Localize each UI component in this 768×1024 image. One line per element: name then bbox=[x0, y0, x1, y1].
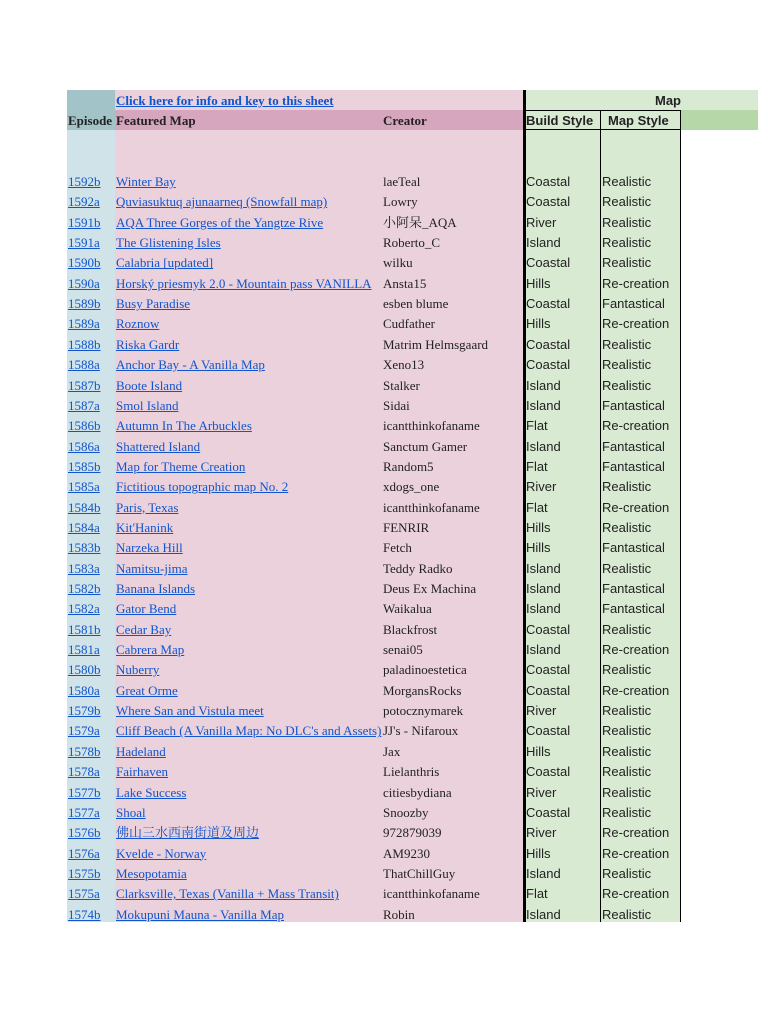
episode-link[interactable]: 1585a bbox=[68, 479, 100, 495]
creator-cell: Robin bbox=[383, 906, 415, 922]
featured-map-link[interactable]: Banana Islands bbox=[116, 581, 196, 596]
creator-cell: Lielanthris bbox=[383, 764, 440, 780]
episode-link[interactable]: 1591b bbox=[68, 214, 101, 230]
creator-cell: citiesbydiana bbox=[383, 784, 452, 800]
featured-map-link[interactable]: Roznow bbox=[116, 316, 160, 332]
map-style-cell: Re-creation bbox=[602, 499, 670, 515]
map-style-cell: Realistic bbox=[602, 357, 652, 373]
episode-top-cell bbox=[67, 90, 115, 110]
creator-cell: Stalker bbox=[383, 377, 420, 393]
featured-map-link[interactable]: Where San and Vistula meet bbox=[116, 703, 264, 719]
build-style-cell: Flat bbox=[526, 499, 548, 515]
episode-link[interactable]: 1590b bbox=[68, 255, 101, 271]
creator-cell: Deus Ex Machina bbox=[383, 581, 477, 596]
build-style-cell: Island bbox=[526, 581, 561, 596]
episode-link[interactable]: 1589a bbox=[68, 316, 100, 332]
map-style-cell: Realistic bbox=[602, 560, 652, 576]
creator-cell: 小阿呆_AQA bbox=[383, 214, 457, 230]
featured-map-link[interactable]: Anchor Bay - A Vanilla Map bbox=[116, 357, 265, 373]
episode-link[interactable]: 1578a bbox=[68, 764, 100, 780]
episode-link[interactable]: 1574b bbox=[68, 906, 101, 922]
featured-map-link[interactable]: Calabria [updated] bbox=[116, 255, 214, 271]
map-style-cell: Realistic bbox=[602, 174, 652, 189]
map-style-cell: Realistic bbox=[602, 804, 652, 820]
build-style-cell: Coastal bbox=[526, 621, 571, 637]
build-style-cell: River bbox=[526, 214, 557, 230]
creator-cell: Sidai bbox=[383, 397, 410, 413]
episode-link[interactable]: 1587a bbox=[68, 397, 100, 413]
build-style-cell: Coastal bbox=[526, 662, 571, 678]
map-style-cell: Re-creation bbox=[602, 418, 670, 434]
map-style-cell: Realistic bbox=[602, 621, 652, 637]
map-style-cell: Fantastical bbox=[602, 601, 665, 617]
build-style-cell: Hills bbox=[526, 275, 551, 291]
episode-link[interactable]: 1588b bbox=[68, 336, 101, 352]
creator-cell: paladinoestetica bbox=[383, 662, 467, 678]
featured-map-link[interactable]: Busy Paradise bbox=[116, 296, 191, 312]
featured-map-link[interactable]: Cedar Bay bbox=[116, 621, 172, 637]
episode-link[interactable]: 1588a bbox=[68, 357, 100, 373]
map-group-header-extension bbox=[681, 110, 758, 130]
featured-map-link[interactable]: Quviasuktuq ajunaarneq (Snowfall map) bbox=[116, 194, 328, 210]
featured-map-link[interactable]: Hadeland bbox=[116, 743, 166, 759]
info-key-link[interactable]: Click here for info and key to this sheet bbox=[116, 93, 334, 108]
map-style-cell: Re-creation bbox=[602, 316, 670, 332]
episode-link[interactable]: 1580a bbox=[68, 682, 100, 698]
build-style-cell: Hills bbox=[526, 316, 551, 332]
build-style-cell: Island bbox=[526, 906, 561, 922]
featured-map-link[interactable]: Lake Success bbox=[116, 784, 187, 800]
map-style-cell: Re-creation bbox=[602, 682, 670, 698]
featured-map-link[interactable]: Smol Island bbox=[116, 397, 179, 413]
map-style-cell: Realistic bbox=[602, 479, 652, 495]
build-style-cell: Island bbox=[526, 438, 561, 454]
map-style-cell: Realistic bbox=[602, 784, 652, 800]
creator-cell: FENRIR bbox=[383, 519, 430, 535]
episode-link[interactable]: 1586b bbox=[68, 418, 101, 434]
episode-link[interactable]: 1584b bbox=[68, 499, 101, 515]
featured-map-link[interactable]: The Glistening Isles bbox=[116, 235, 221, 251]
episode-link[interactable]: 1576a bbox=[68, 845, 100, 861]
map-group-header: Map bbox=[655, 93, 681, 108]
featured-map-link[interactable]: Autumn In The Arbuckles bbox=[116, 418, 252, 434]
episode-link[interactable]: 1579a bbox=[68, 723, 100, 739]
episode-link[interactable]: 1575a bbox=[68, 886, 100, 902]
map-style-cell: Realistic bbox=[602, 764, 652, 780]
map-style-cell: Realistic bbox=[602, 214, 652, 230]
map-style-cell: Re-creation bbox=[602, 845, 670, 861]
creator-cell: JJ's - Nifaroux bbox=[383, 723, 459, 739]
featured-map-link[interactable]: Narzeka Hill bbox=[116, 540, 183, 556]
creator-header: Creator bbox=[383, 113, 427, 128]
map-style-header: Map Style bbox=[608, 113, 669, 128]
episode-link[interactable]: 1592b bbox=[68, 174, 101, 189]
map-style-cell: Realistic bbox=[602, 723, 652, 739]
episode-link[interactable]: 1582b bbox=[68, 581, 101, 596]
episode-link[interactable]: 1582a bbox=[68, 601, 100, 617]
featured-map-link[interactable]: Kit'Hanink bbox=[116, 519, 174, 535]
featured-map-link[interactable]: Mokupuni Mauna - Vanilla Map bbox=[116, 906, 285, 922]
build-style-cell: Island bbox=[526, 560, 561, 576]
build-style-cell: Hills bbox=[526, 540, 551, 556]
creator-cell: Random5 bbox=[383, 458, 434, 474]
build-style-cell: River bbox=[526, 784, 557, 800]
build-style-cell: Hills bbox=[526, 519, 551, 535]
featured-map-link[interactable]: 佛山三水西南街道及周边 bbox=[116, 825, 260, 841]
episode-header: Episode bbox=[68, 113, 113, 128]
map-style-cell: Fantastical bbox=[602, 438, 665, 454]
creator-cell: 972879039 bbox=[383, 825, 442, 841]
creator-cell: Snoozby bbox=[383, 804, 429, 820]
map-style-cell: Realistic bbox=[602, 235, 652, 251]
creator-cell: senai05 bbox=[383, 642, 423, 658]
episode-link[interactable]: 1586a bbox=[68, 438, 100, 454]
episode-link[interactable]: 1583a bbox=[68, 560, 100, 576]
build-style-cell: Coastal bbox=[526, 296, 571, 312]
featured-map-link[interactable]: Mesopotamia bbox=[116, 865, 187, 881]
build-style-cell: Coastal bbox=[526, 255, 571, 271]
creator-cell: icantthinkofaname bbox=[383, 499, 480, 515]
build-style-cell: Flat bbox=[526, 458, 548, 474]
creator-cell: Fetch bbox=[383, 540, 412, 556]
creator-cell: Teddy Radko bbox=[383, 560, 453, 576]
build-style-cell: Coastal bbox=[526, 682, 571, 698]
featured-map-link[interactable]: Horský priesmyk 2.0 - Mountain pass VANILLA bbox=[116, 275, 372, 291]
episode-link[interactable]: 1587b bbox=[68, 377, 101, 393]
column-divider bbox=[600, 110, 601, 922]
creator-cell: Waikalua bbox=[383, 601, 432, 617]
creator-cell: Jax bbox=[383, 743, 401, 759]
episode-link[interactable]: 1591a bbox=[68, 235, 100, 251]
map-style-cell: Fantastical bbox=[602, 397, 665, 413]
episode-link[interactable]: 1584a bbox=[68, 519, 100, 535]
build-style-cell: Coastal bbox=[526, 764, 571, 780]
featured-map-link[interactable]: Winter Bay bbox=[116, 174, 176, 189]
creator-cell: Xeno13 bbox=[383, 357, 425, 373]
build-style-cell: Hills bbox=[526, 845, 551, 861]
episode-link[interactable]: 1590a bbox=[68, 275, 100, 291]
episode-link[interactable]: 1578b bbox=[68, 743, 101, 759]
featured-map-link[interactable]: Cliff Beach (A Vanilla Map: No DLC's and Assets) bbox=[116, 723, 382, 739]
column-divider-right bbox=[680, 110, 681, 922]
creator-cell: xdogs_one bbox=[383, 479, 440, 495]
build-style-cell: Island bbox=[526, 865, 561, 881]
episode-link[interactable]: 1589b bbox=[68, 296, 101, 312]
creator-cell: Blackfrost bbox=[383, 621, 438, 637]
episode-link[interactable]: 1581b bbox=[68, 621, 101, 637]
creator-cell: potocznymarek bbox=[383, 703, 464, 719]
creator-cell: Matrim Helmsgaard bbox=[383, 336, 489, 352]
creator-cell: icantthinkofaname bbox=[383, 418, 480, 434]
featured-map-link[interactable]: Shattered Island bbox=[116, 438, 201, 454]
map-style-cell: Fantastical bbox=[602, 458, 665, 474]
creator-cell: Lowry bbox=[383, 194, 418, 210]
map-style-cell: Fantastical bbox=[602, 581, 665, 596]
creator-cell: Roberto_C bbox=[383, 235, 441, 251]
build-style-cell: Coastal bbox=[526, 174, 571, 189]
map-style-cell: Realistic bbox=[602, 703, 652, 719]
featured-map-link[interactable]: Gator Bend bbox=[116, 601, 177, 617]
build-style-cell: Coastal bbox=[526, 194, 571, 210]
map-style-cell: Realistic bbox=[602, 865, 652, 881]
featured-map-link[interactable]: Shoal bbox=[116, 804, 146, 820]
build-style-header: Build Style bbox=[526, 113, 594, 128]
build-style-cell: Coastal bbox=[526, 357, 571, 373]
creator-cell: MorgansRocks bbox=[383, 682, 462, 698]
build-style-cell: River bbox=[526, 825, 557, 841]
featured-map-link[interactable]: Clarksville, Texas (Vanilla + Mass Transit) bbox=[116, 886, 339, 902]
map-style-cell: Fantastical bbox=[602, 540, 665, 556]
build-style-cell: River bbox=[526, 703, 557, 719]
episode-link[interactable]: 1577a bbox=[68, 804, 100, 820]
featured-map-link[interactable]: Great Orme bbox=[116, 682, 178, 698]
episode-link[interactable]: 1583b bbox=[68, 540, 101, 556]
featured-map-link[interactable]: AQA Three Gorges of the Yangtze Rive bbox=[116, 214, 324, 230]
featured-map-link[interactable]: Boote Island bbox=[116, 377, 183, 393]
featured-map-header: Featured Map bbox=[116, 113, 196, 128]
episode-link[interactable]: 1575b bbox=[68, 865, 101, 881]
creator-cell: esben blume bbox=[383, 296, 449, 312]
map-style-cell: Realistic bbox=[602, 519, 652, 535]
creator-cell: wilku bbox=[383, 255, 413, 271]
build-style-cell: Coastal bbox=[526, 804, 571, 820]
map-style-cell: Realistic bbox=[602, 743, 652, 759]
map-style-cell: Re-creation bbox=[602, 886, 670, 902]
build-style-cell: Island bbox=[526, 601, 561, 617]
map-style-cell: Re-creation bbox=[602, 275, 670, 291]
creator-cell: icantthinkofaname bbox=[383, 886, 480, 902]
build-style-cell: Island bbox=[526, 377, 561, 393]
map-style-cell: Fantastical bbox=[602, 296, 665, 312]
build-style-cell: Island bbox=[526, 397, 561, 413]
build-style-cell: Coastal bbox=[526, 336, 571, 352]
featured-map-link[interactable]: Fairhaven bbox=[116, 764, 168, 780]
map-style-cell: Realistic bbox=[602, 662, 652, 678]
build-style-cell: Flat bbox=[526, 886, 548, 902]
creator-cell: Sanctum Gamer bbox=[383, 438, 468, 454]
build-style-cell: Island bbox=[526, 235, 561, 251]
episode-link[interactable]: 1579b bbox=[68, 703, 101, 719]
episode-link[interactable]: 1592a bbox=[68, 194, 100, 210]
map-style-cell: Realistic bbox=[602, 255, 652, 271]
map-style-cell: Re-creation bbox=[602, 825, 670, 841]
creator-cell: Ansta15 bbox=[383, 275, 427, 291]
featured-map-link[interactable]: Cabrera Map bbox=[116, 642, 185, 658]
featured-map-link[interactable]: Fictitious topographic map No. 2 bbox=[116, 479, 289, 495]
episode-link[interactable]: 1585b bbox=[68, 458, 101, 474]
featured-map-link[interactable]: Map for Theme Creation bbox=[116, 458, 246, 474]
episode-link[interactable]: 1577b bbox=[68, 784, 101, 800]
creator-cell: Cudfather bbox=[383, 316, 435, 332]
build-style-cell: Flat bbox=[526, 418, 548, 434]
episode-link[interactable]: 1576b bbox=[68, 825, 101, 841]
build-style-cell: Hills bbox=[526, 743, 551, 759]
build-style-cell: River bbox=[526, 479, 557, 495]
map-style-cell: Realistic bbox=[602, 336, 652, 352]
map-style-cell: Realistic bbox=[602, 194, 652, 210]
creator-cell: ThatChillGuy bbox=[383, 865, 456, 881]
creator-cell: laeTeal bbox=[383, 174, 421, 189]
map-style-cell: Re-creation bbox=[602, 642, 670, 658]
featured-map-link[interactable]: Namitsu-jima bbox=[116, 560, 188, 576]
map-style-cell: Realistic bbox=[602, 377, 652, 393]
episode-link[interactable]: 1581a bbox=[68, 642, 100, 658]
episode-link[interactable]: 1580b bbox=[68, 662, 101, 678]
build-style-cell: Coastal bbox=[526, 723, 571, 739]
build-style-cell: Island bbox=[526, 642, 561, 658]
featured-map-link[interactable]: Riska Gardr bbox=[116, 336, 180, 352]
featured-map-link[interactable]: Paris, Texas bbox=[116, 499, 179, 515]
featured-map-link[interactable]: Nuberry bbox=[116, 662, 160, 678]
creator-cell: AM9230 bbox=[383, 845, 430, 861]
map-style-cell: Realistic bbox=[602, 906, 652, 922]
featured-map-link[interactable]: Kvelde - Norway bbox=[116, 845, 207, 861]
